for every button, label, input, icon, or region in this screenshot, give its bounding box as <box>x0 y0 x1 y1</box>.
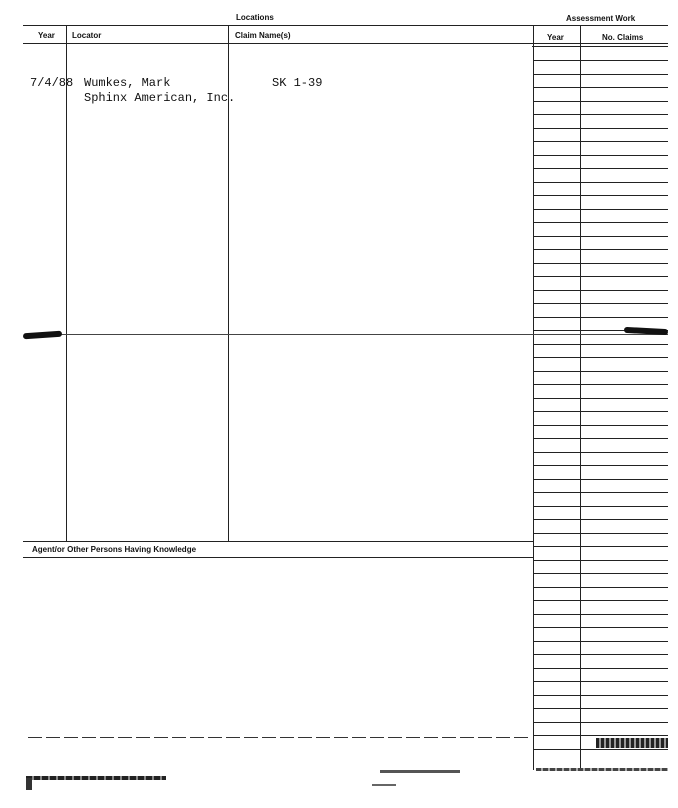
assessment-row-line <box>533 168 668 169</box>
assessment-row-line <box>533 411 668 412</box>
assessment-row-line <box>533 398 668 399</box>
assessment-row-line <box>533 654 668 655</box>
assessment-row-line <box>533 641 668 642</box>
assessment-row-line <box>533 533 668 534</box>
assessment-row-line <box>533 681 668 682</box>
assessment-work-group-header: Assessment Work <box>566 14 636 23</box>
assessment-row-line <box>533 600 668 601</box>
scan-artifact-3 <box>26 778 32 790</box>
assessment-row-line <box>533 60 668 61</box>
scan-artifact-2 <box>26 776 166 780</box>
entry-locator-line2: Sphinx American, Inc. <box>84 91 236 105</box>
assessment-row-line <box>533 587 668 588</box>
assessment-row-line <box>533 209 668 210</box>
left-edge-mark <box>23 331 62 340</box>
assessment-row-line <box>533 222 668 223</box>
assessment-row-line <box>533 668 668 669</box>
assessment-row-line <box>533 560 668 561</box>
assessment-row-line <box>533 128 668 129</box>
locations-group-header: Locations <box>236 13 274 22</box>
assessment-row-line <box>533 344 668 345</box>
assessment-row-line <box>533 708 668 709</box>
assessment-row-line <box>533 722 668 723</box>
entry-claim-names: SK 1-39 <box>272 76 323 90</box>
assessment-row-line <box>533 627 668 628</box>
scan-artifact-5 <box>536 768 668 771</box>
assessment-row-line <box>533 114 668 115</box>
assessment-row-line <box>533 425 668 426</box>
agent-section-top-rule <box>23 541 533 542</box>
assessment-row-line <box>533 155 668 156</box>
assessment-row-line <box>533 735 668 736</box>
claim-names-column-header: Claim Name(s) <box>235 31 291 40</box>
assessment-row-line <box>533 384 668 385</box>
assessment-row-line <box>533 438 668 439</box>
assessment-row-line <box>533 249 668 250</box>
scan-artifact-6 <box>372 784 396 786</box>
assessment-row-line <box>533 276 668 277</box>
assessment-row-line <box>533 614 668 615</box>
year-column-header: Year <box>38 31 55 40</box>
assessment-row-line <box>533 695 668 696</box>
assessment-row-line <box>533 371 668 372</box>
assessment-row-line <box>533 465 668 466</box>
assessment-row-line <box>533 573 668 574</box>
assessment-row-line <box>533 195 668 196</box>
assessment-row-line <box>533 749 668 750</box>
bottom-dashed-rule <box>28 737 528 738</box>
assessment-row-line <box>533 236 668 237</box>
assessment-row-line <box>533 492 668 493</box>
header-bottom-rule-2 <box>532 46 668 47</box>
assessment-row-line <box>533 317 668 318</box>
mid-section-rule <box>24 334 668 335</box>
agent-section-label: Agent/or Other Persons Having Knowledge <box>32 545 197 554</box>
assessment-row-line <box>533 74 668 75</box>
year-locator-divider <box>66 25 67 541</box>
header-bottom-rule <box>23 43 668 44</box>
assessment-row-line <box>533 101 668 102</box>
assessment-row-line <box>533 479 668 480</box>
assessment-row-line <box>533 87 668 88</box>
assessment-row-line <box>533 263 668 264</box>
assessment-row-line <box>533 141 668 142</box>
assessment-row-line <box>533 519 668 520</box>
agent-section-bottom-rule <box>23 557 533 558</box>
assessment-row-line <box>533 357 668 358</box>
assessment-year-column-header: Year <box>547 33 564 42</box>
assessment-row-line <box>533 452 668 453</box>
assessment-row-line <box>533 303 668 304</box>
assessment-row-line <box>533 546 668 547</box>
scan-artifact-1 <box>596 738 668 748</box>
locator-column-header: Locator <box>72 31 102 40</box>
entry-locator-line1: Wumkes, Mark <box>84 76 171 90</box>
scan-artifact-4 <box>380 770 460 773</box>
entry-year: 7/4/88 <box>30 76 74 90</box>
header-top-rule <box>23 25 668 26</box>
assessment-row-line <box>533 506 668 507</box>
no-claims-column-header: No. Claims <box>602 33 644 42</box>
assessment-row-line <box>533 290 668 291</box>
assessment-row-line <box>533 182 668 183</box>
